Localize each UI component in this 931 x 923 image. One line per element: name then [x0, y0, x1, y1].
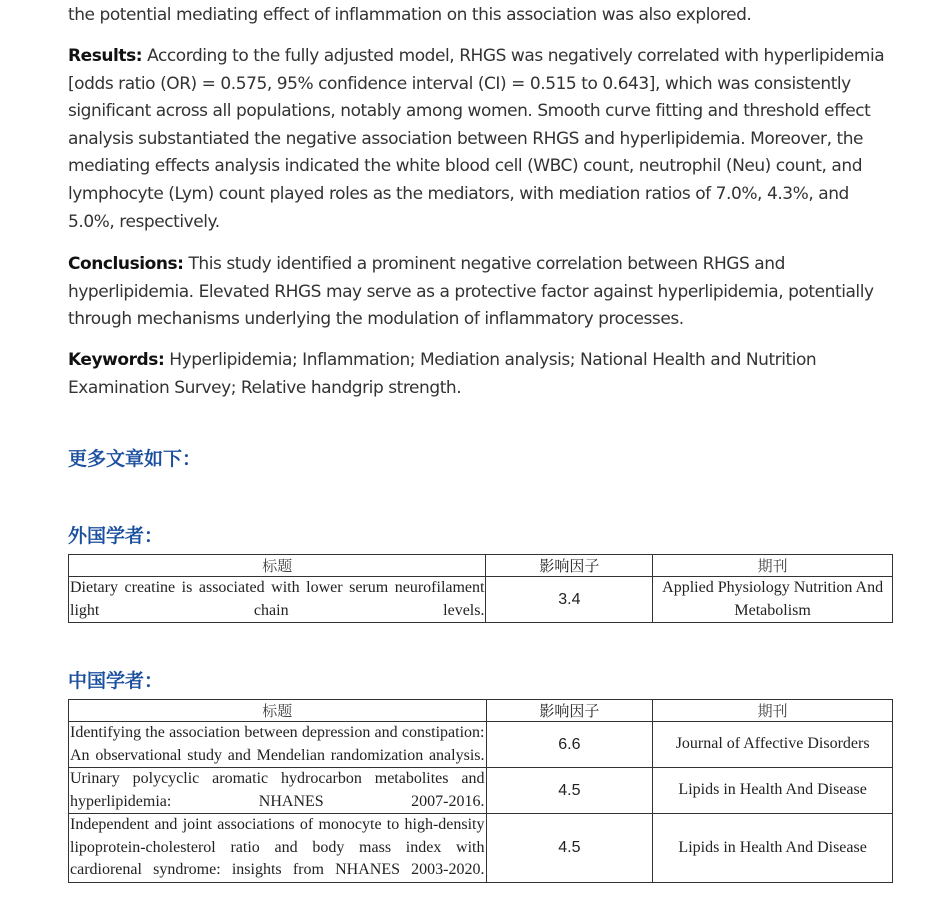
journal-name: Lipids in Health And Disease: [653, 768, 893, 814]
results-label: Results:: [68, 46, 143, 66]
results-paragraph: [68, 43, 898, 236]
foreign-articles-table: [68, 554, 893, 623]
keywords-paragraph: [68, 347, 898, 402]
header-impact: 影响因子: [486, 555, 653, 577]
keywords-text: Hyperlipidemia; Inflammation; Mediation analysis; National Health and Nutrition Examination Survey; Relative handgrip strength.: [68, 350, 817, 398]
conclusions-paragraph: [68, 251, 898, 334]
table-row: [69, 722, 893, 768]
journal-name: Journal of Affective Disorders: [653, 722, 893, 768]
journal-name: Lipids in Health And Disease: [653, 814, 893, 883]
more-articles-heading: 更多文章如下：: [68, 448, 202, 470]
conclusions-label: Conclusions:: [68, 254, 184, 274]
table-row: [69, 814, 893, 883]
keywords-label: Keywords:: [68, 350, 165, 370]
impact-factor: 6.6: [486, 722, 653, 768]
methods-tail-paragraph: [68, 2, 898, 30]
header-title: 标题: [69, 700, 487, 722]
foreign-scholars-heading: 外国学者：: [68, 525, 164, 547]
header-impact: 影响因子: [486, 700, 653, 722]
methods-tail-text: the potential mediating effect of inflammation on this association was also explored.: [68, 5, 752, 25]
header-journal: 期刊: [653, 555, 893, 577]
journal-name: Applied Physiology Nutrition And Metabolism: [653, 577, 893, 623]
table-row: [69, 768, 893, 814]
header-title: 标题: [69, 555, 486, 577]
article-title[interactable]: Urinary polycyclic aromatic hydrocarbon metabolites and hyperlipidemia: NHANES 2007-2016.: [69, 768, 487, 814]
article-title[interactable]: Identifying the association between depression and constipation: An observational study and Mendelian randomization analysis.: [69, 722, 487, 768]
impact-factor: 4.5: [486, 814, 653, 883]
impact-factor: 3.4: [486, 577, 653, 623]
chinese-scholars-heading: 中国学者：: [68, 670, 164, 692]
chinese-articles-table: [68, 699, 893, 883]
table-header-row: [69, 700, 893, 722]
impact-factor: 4.5: [486, 768, 653, 814]
table-header-row: [69, 555, 893, 577]
results-text: According to the fully adjusted model, RHGS was negatively correlated with hyperlipidemia [odds ratio (OR) = 0.575, 95% confidence interval (CI) = 0.515 to 0.643], which was consistently significant across all populations, notably among women. Smooth curve fitting and threshold effect analysis substantiated the negative association between RHGS and hyperlipidemia. Moreover, the mediating effects analysis indicated the white blood cell (WBC) count, neutrophil (Neu) count, and lymphocyte (Lym) count played roles as the mediators, with mediation ratios of 7.0%, 4.3%, and 5.0%, respectively.: [68, 46, 885, 232]
header-journal: 期刊: [653, 700, 893, 722]
article-title[interactable]: Independent and joint associations of monocyte to high-density lipoprotein-cholesterol ratio and body mass index with cardiorenal syndrome: insights from NHANES 2003-2020.: [69, 814, 487, 883]
article-title[interactable]: Dietary creatine is associated with lower serum neurofilament light chain levels.: [69, 577, 486, 623]
conclusions-text: This study identified a prominent negative correlation between RHGS and hyperlipidemia. Elevated RHGS may serve as a protective factor against hyperlipidemia, potentially through mechanisms underlying the modulation of inflammatory processes.: [68, 254, 874, 330]
table-row: [69, 577, 893, 623]
